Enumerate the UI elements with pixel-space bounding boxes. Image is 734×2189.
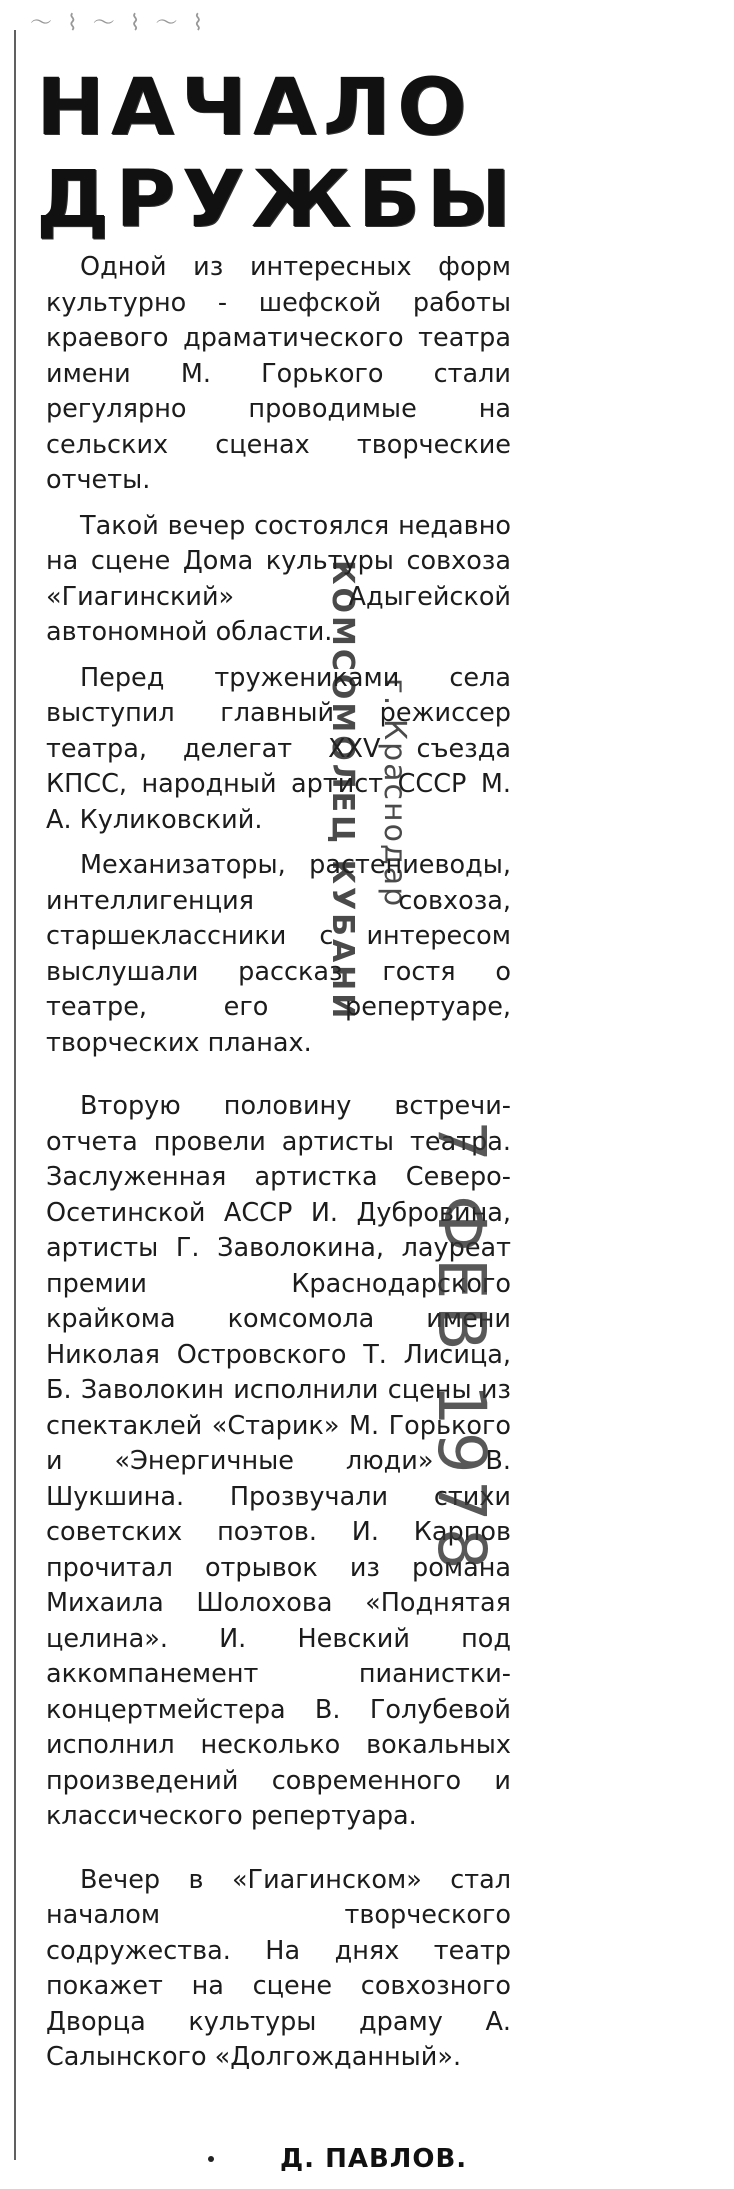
- headline-line-1: НАЧАЛО: [36, 63, 473, 153]
- paragraph-2: Такой вечер состоялся недавно на сцене Дома культуры совхоза «Гиагинский» Адыгейской автономной области.: [46, 510, 511, 647]
- clipping-edge-line: [14, 30, 16, 2160]
- paragraph-1: Одной из интересных форм культурно - шефской работы краевого драматического театра имени М. Горького стали регулярно проводимые на сельских сценах творческие отчеты.: [46, 252, 511, 495]
- stamp-city: г. Краснодар: [377, 678, 412, 909]
- signature-bullet: [208, 2156, 214, 2162]
- paragraph-5: Вторую половину встречи-отчета провели артисты театра. Заслуженная артистка Северо-Осетинской АССР И. Дубровина, артисты Г. Заволокина, лауреат премии Краснодарского крайкома комсомола имени Николая Островского Т. Лисица, Б. Заволокин исполнили сцены из спектаклей «Старик» М. Горького и «Энергичные люди» В. Шукшина. Прозвучали стихи советских поэтов. И. Карпов прочитал отрывок из романа Михаила Шолохова «Поднятая целина». И. Невский под аккомпанемент пианистки-концертмейстера В. Голубевой исполнил несколько вокальных произведений современного и классического репертуара.: [46, 1091, 511, 1831]
- paragraph-6: Вечер в «Гиагинском» стал началом творческого содружества. На днях театр покажет на сцене совхозного Дворца культуры драму А. Салынского «Долгожданный».: [46, 1864, 511, 2072]
- author-signature: Д. ПАВЛОВ.: [280, 2144, 468, 2174]
- paragraph-3: Перед тружениками села выступил главный режиссер театра, делегат XXV съезда КПСС, народный артист СССР М. А. Куликовский.: [46, 662, 511, 835]
- paragraph-4: Механизаторы, растениеводы, интеллигенция совхоза, старшеклассники с интересом выслушали рассказ гостя о театре, его репертуаре, творческих планах.: [46, 850, 511, 1058]
- top-edge-marks: ～ ⌇ ～ ⌇ ～ ⌇: [30, 11, 208, 36]
- stamp-newspaper-name: КОМСОМОЛЕЦ КУБАНИ: [325, 560, 360, 1022]
- archive-stamp: [240, 560, 500, 1576]
- article-headline: [36, 62, 582, 246]
- stamp-date: 7 ФЕВ 1978: [423, 1120, 500, 1576]
- headline-line-2: ДРУЖБЫ: [36, 155, 518, 245]
